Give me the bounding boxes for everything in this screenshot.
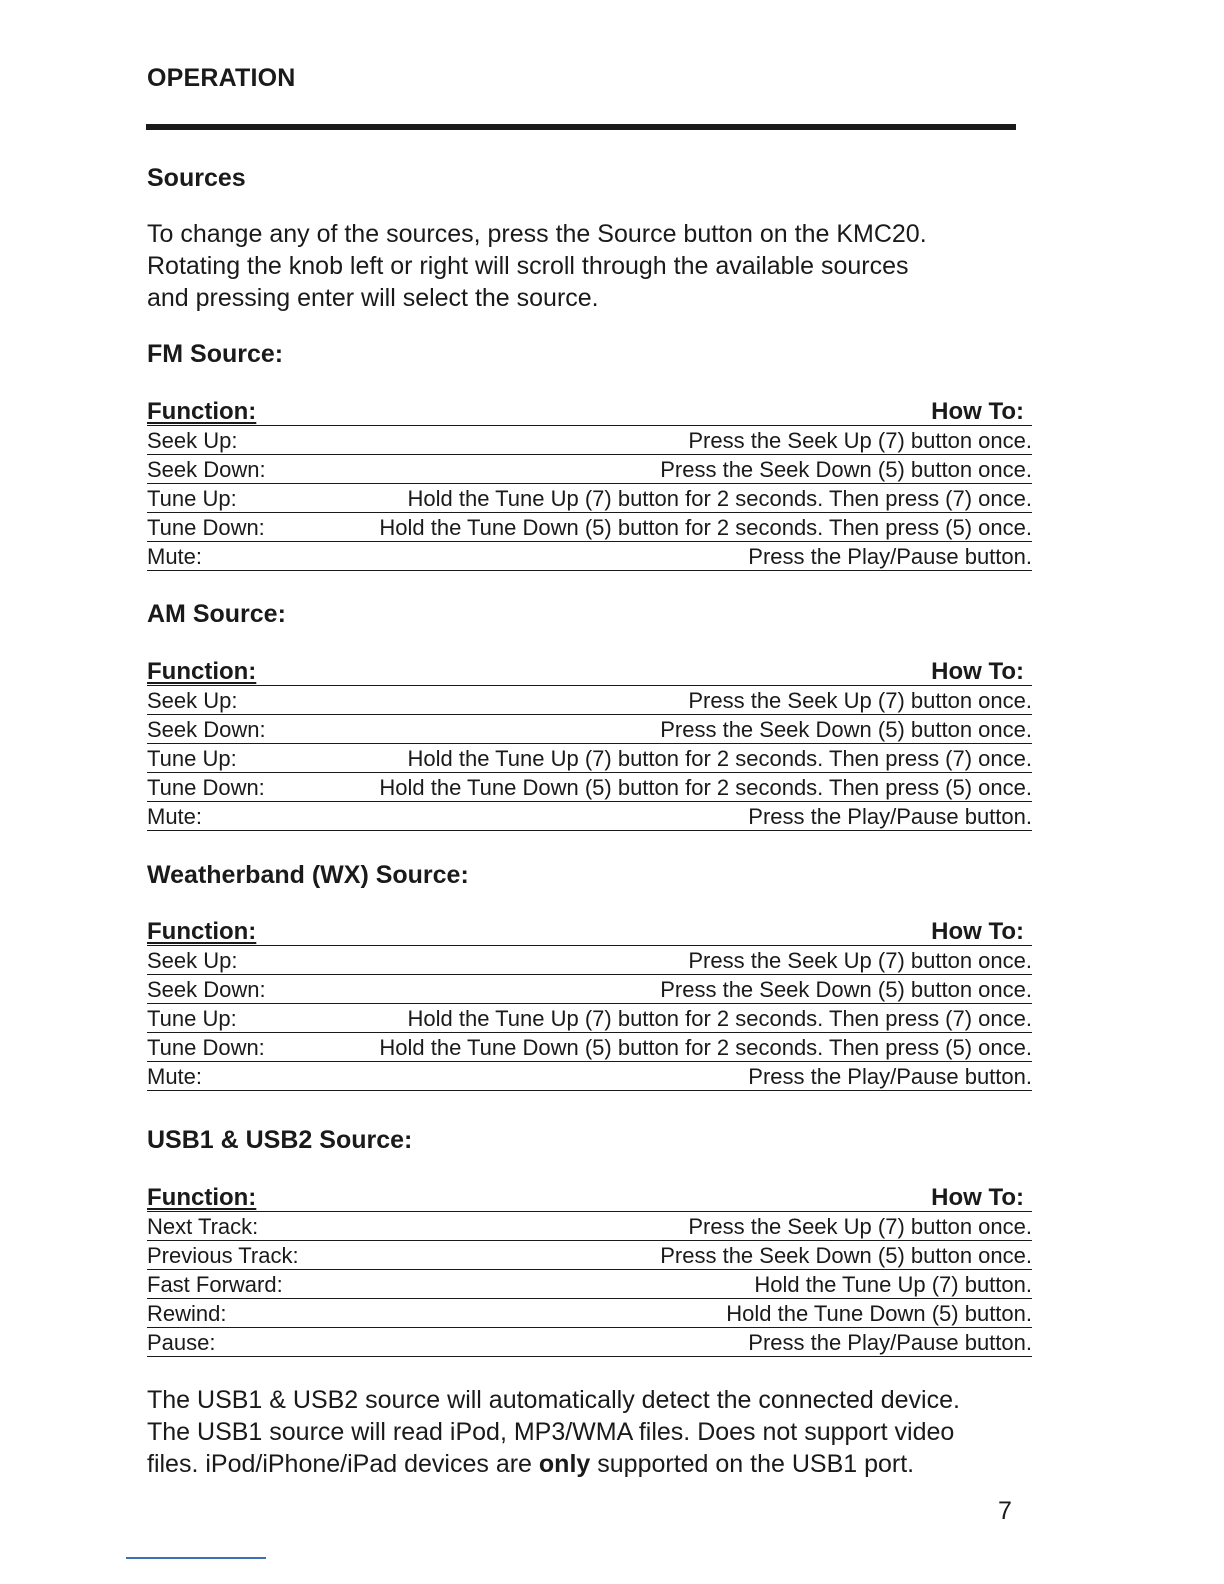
function-cell: Next Track: [147, 1214, 259, 1239]
table-row [147, 455, 1032, 484]
table-row [147, 1004, 1032, 1033]
intro-line: To change any of the sources, press the Source button on the KMC20. [147, 220, 927, 248]
howto-cell: Press the Seek Down (5) button once. [660, 457, 1032, 482]
intro-line: Rotating the knob left or right will scroll through the available sources [147, 252, 909, 280]
howto-cell: Press the Play/Pause button. [748, 804, 1032, 829]
function-cell: Rewind: [147, 1301, 227, 1326]
table-row [147, 744, 1032, 773]
function-cell: Seek Down: [147, 717, 266, 742]
page-number: 7 [998, 1497, 1012, 1525]
note-line [147, 1448, 1077, 1480]
table-row [147, 484, 1032, 513]
howto-cell: Press the Seek Up (7) button once. [688, 428, 1032, 453]
howto-cell: Hold the Tune Down (5) button for 2 seconds. Then press (5) once. [379, 1035, 1032, 1060]
howto-cell: Press the Play/Pause button. [748, 544, 1032, 569]
function-cell: Tune Up: [147, 486, 237, 511]
note-text: supported on the USB1 port. [590, 1450, 915, 1478]
note-line: The USB1 source will read iPod, MP3/WMA files. Does not support video [147, 1418, 955, 1446]
intro-line: and pressing enter will select the source. [147, 284, 599, 312]
table-row [147, 1212, 1032, 1241]
note-text: files. iPod/iPhone/iPad devices are [147, 1450, 539, 1478]
table-row [147, 715, 1032, 744]
table-row [147, 426, 1032, 455]
table-row [147, 542, 1032, 571]
howto-cell: Press the Seek Up (7) button once. [688, 688, 1032, 713]
function-cell: Tune Down: [147, 775, 265, 800]
function-cell: Pause: [147, 1330, 216, 1355]
table-row [147, 946, 1032, 975]
function-cell: Mute: [147, 544, 203, 569]
table-row [147, 513, 1032, 542]
howto-cell: Hold the Tune Up (7) button. [754, 1272, 1032, 1297]
table-header [147, 397, 1032, 426]
bottom-mark [126, 1557, 266, 1559]
table-row [147, 686, 1032, 715]
table-header [147, 917, 1032, 946]
howto-cell: Hold the Tune Down (5) button for 2 seconds. Then press (5) once. [379, 515, 1032, 540]
intro-paragraph [147, 218, 1047, 314]
function-cell: Seek Down: [147, 977, 266, 1002]
table-row [147, 975, 1032, 1004]
function-cell: Tune Down: [147, 1035, 265, 1060]
usb-source-heading: USB1 & USB2 Source: [147, 1126, 413, 1154]
function-column-header: Function: [147, 658, 257, 685]
table-row [147, 1270, 1032, 1299]
function-cell: Seek Up: [147, 688, 238, 713]
function-cell: Seek Up: [147, 948, 238, 973]
table-header [147, 1183, 1032, 1212]
howto-column-header: How To: [931, 398, 1024, 425]
table-row [147, 1328, 1032, 1357]
table-row [147, 1062, 1032, 1091]
table-row [147, 1299, 1032, 1328]
usb-note-paragraph [147, 1384, 1077, 1480]
howto-cell: Press the Seek Down (5) button once. [660, 977, 1032, 1002]
table-row [147, 802, 1032, 831]
howto-column-header: How To: [931, 658, 1024, 685]
heading-rule [146, 124, 1016, 130]
function-cell: Seek Up: [147, 428, 238, 453]
am-source-heading: AM Source: [147, 600, 286, 628]
fm-source-heading: FM Source: [147, 340, 284, 368]
howto-cell: Hold the Tune Up (7) button for 2 seconds. Then press (7) once. [407, 1006, 1032, 1031]
howto-cell: Press the Seek Down (5) button once. [660, 717, 1032, 742]
howto-cell: Hold the Tune Up (7) button for 2 seconds. Then press (7) once. [407, 746, 1032, 771]
function-cell: Tune Down: [147, 515, 265, 540]
table-header [147, 657, 1032, 686]
weatherband-function-table [147, 917, 1032, 1091]
howto-cell: Press the Play/Pause button. [748, 1064, 1032, 1089]
howto-cell: Hold the Tune Up (7) button for 2 seconds. Then press (7) once. [407, 486, 1032, 511]
howto-cell: Press the Seek Down (5) button once. [660, 1243, 1032, 1268]
function-column-header: Function: [147, 918, 257, 945]
function-cell: Mute: [147, 804, 203, 829]
function-cell: Mute: [147, 1064, 203, 1089]
weatherband-source-heading: Weatherband (WX) Source: [147, 861, 469, 889]
table-row [147, 773, 1032, 802]
howto-cell: Hold the Tune Down (5) button. [726, 1301, 1032, 1326]
am-function-table [147, 657, 1032, 831]
howto-cell: Hold the Tune Down (5) button for 2 seconds. Then press (5) once. [379, 775, 1032, 800]
function-cell: Tune Up: [147, 1006, 237, 1031]
note-line: The USB1 & USB2 source will automatically detect the connected device. [147, 1386, 960, 1414]
function-column-header: Function: [147, 398, 257, 425]
function-cell: Fast Forward: [147, 1272, 283, 1297]
function-cell: Previous Track: [147, 1243, 299, 1268]
howto-column-header: How To: [931, 918, 1024, 945]
function-column-header: Function: [147, 1184, 257, 1211]
fm-function-table [147, 397, 1032, 571]
function-cell: Tune Up: [147, 746, 237, 771]
howto-cell: Press the Seek Up (7) button once. [688, 948, 1032, 973]
table-row [147, 1241, 1032, 1270]
usb-function-table [147, 1183, 1032, 1357]
sources-heading: Sources [147, 164, 246, 192]
note-emphasis: only [538, 1450, 591, 1478]
function-cell: Seek Down: [147, 457, 266, 482]
howto-cell: Press the Seek Up (7) button once. [688, 1214, 1032, 1239]
table-row [147, 1033, 1032, 1062]
howto-column-header: How To: [931, 1184, 1024, 1211]
howto-cell: Press the Play/Pause button. [748, 1330, 1032, 1355]
page-title: OPERATION [147, 64, 296, 92]
